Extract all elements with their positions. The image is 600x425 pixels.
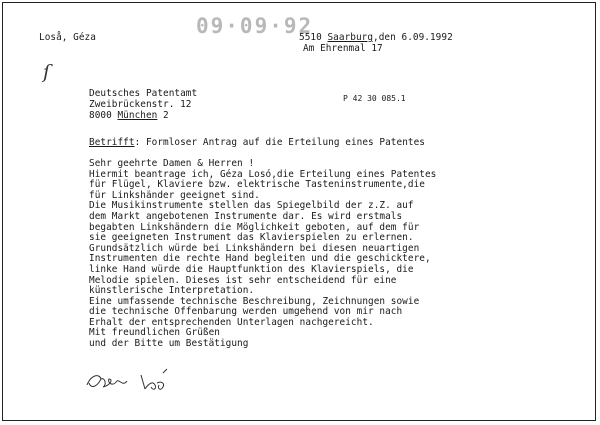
sender-street: Am Ehrenmal 17	[303, 43, 383, 54]
closing-line-2: und der Bitte um Bestätigung	[89, 338, 249, 349]
body-line: Die Musikinstrumente stellen das Spiegelbild der z.Z. auf	[89, 200, 414, 212]
body-line: dem Markt angebotenen Instrumente dar. Es wird erstmals	[89, 211, 403, 222]
body-line: begabten Linkshändern die Möglichkeit geboten, auf dem für	[89, 221, 420, 233]
date-stamp: 09·09·92	[196, 14, 314, 38]
closing-line-1: Mit freundlichen Grüßen	[89, 327, 220, 338]
body-line: Eine umfassende technische Beschreibung, Zeichnungen sowie	[89, 295, 420, 307]
recipient-line-1: Deutsches Patentamt	[89, 88, 198, 99]
reference-number: P 42 30 085.1	[343, 94, 406, 103]
recipient-line-2: Zweibrückenstr. 12	[89, 99, 192, 110]
signature	[83, 361, 193, 395]
body-line: Instrumenten die rechte Hand begleiten und die geschicktere,	[89, 253, 431, 265]
body-line: die technische Offenbarung werden umgehend von mir nach	[89, 306, 403, 318]
letter-page	[2, 2, 596, 421]
subject-line	[89, 138, 425, 149]
body-line: Hiermit beantrage ich, Géza Losó,die Erteilung eines Patentes	[89, 168, 437, 180]
recipient-postcode: 8000	[89, 110, 118, 121]
subject-text: : Formloser Antrag auf die Erteilung eines Patentes	[134, 137, 425, 148]
recipient-district: 2	[157, 110, 169, 121]
sender-date: ,den 6.09.1992	[373, 32, 453, 43]
recipient-city: München	[117, 110, 158, 121]
body-line: Melodie spielen. Dieses ist sehr entscheidend für eine	[89, 274, 397, 286]
body-line: sie geeigneten Instrument das Klavierspielen zu erlernen.	[89, 232, 414, 244]
recipient-line-3	[89, 111, 169, 122]
sender-city: Saarburg	[327, 32, 374, 43]
body-line: künstlerische Interpretation.	[89, 285, 255, 297]
sender-name: Loså, Géza	[39, 32, 96, 43]
sender-postcode: 5510	[299, 32, 328, 43]
body-line: für Linkshänder geeignet sind.	[89, 189, 260, 201]
margin-mark: ſ	[43, 61, 51, 83]
body-line: Erhalt der entsprechenden Unterlagen nachgereicht.	[89, 317, 374, 328]
body-line: linke Hand würde die Hauptfunktion des Klavierspiels, die	[89, 264, 414, 275]
body-line: für Flügel, Klaviere bzw. elektrische Tasteninstrumente,die	[89, 179, 425, 191]
body-line: Sehr geehrte Damen & Herren !	[89, 158, 255, 169]
body-line: Grundsätzlich würde bei Linkshändern bei diesen neuartigen	[89, 242, 420, 254]
subject-label: Betrifft	[89, 137, 135, 148]
sender-city-date	[299, 33, 453, 44]
